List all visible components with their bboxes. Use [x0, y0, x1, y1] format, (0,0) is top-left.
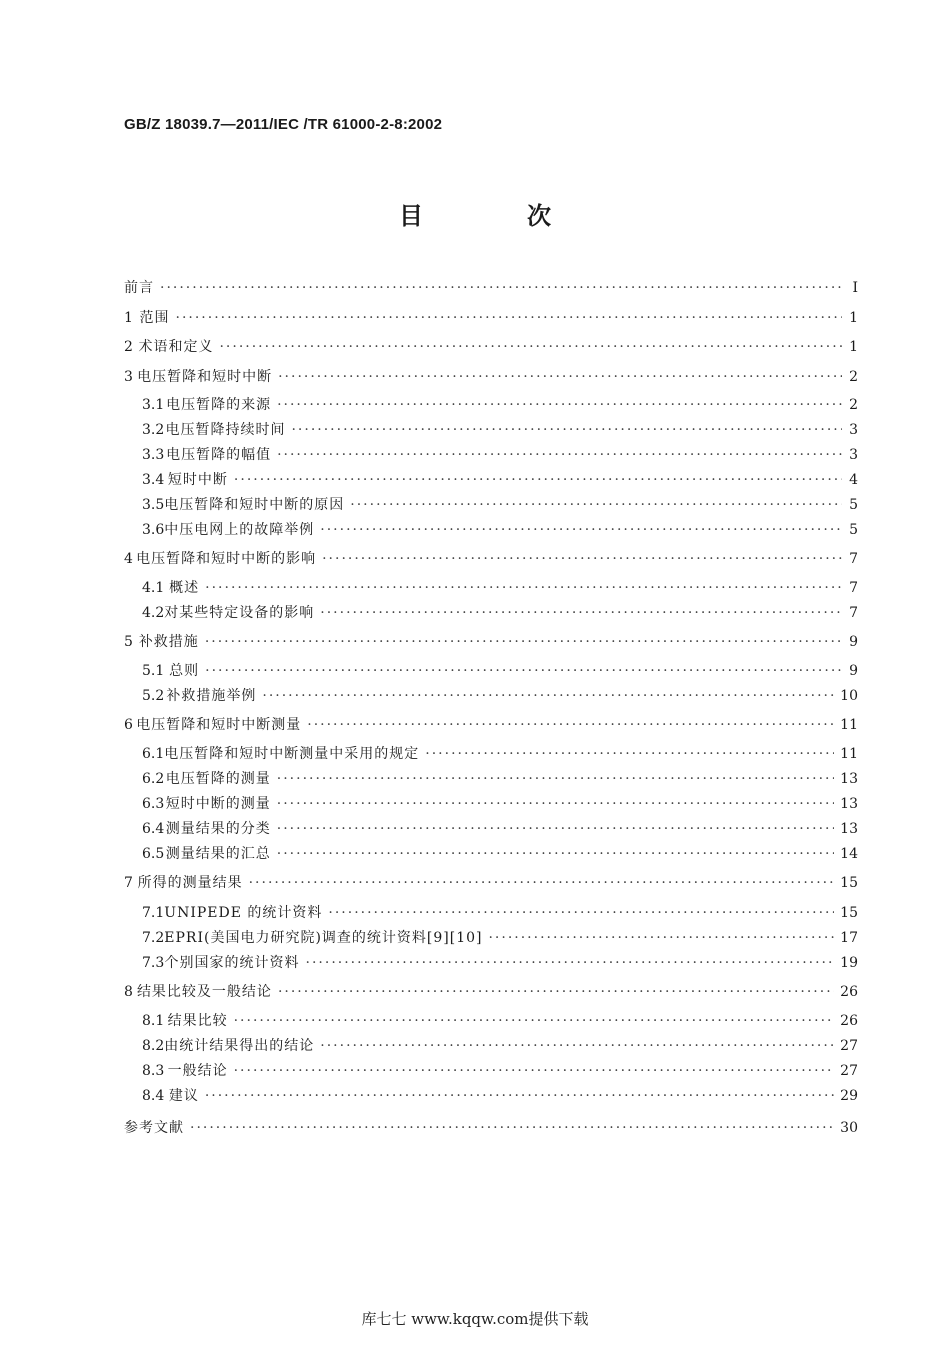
toc-entry-label: 个别国家的统计资料: [164, 955, 300, 971]
toc-entry-number: 4.1: [142, 580, 165, 596]
toc-entry-number: 3.2: [142, 422, 165, 438]
toc-entry-number: 5.2: [142, 688, 165, 704]
toc-entry: [142, 420, 858, 440]
toc-leader-dots: [488, 928, 834, 948]
toc-entry: [142, 470, 858, 490]
toc-entry: [142, 578, 858, 598]
toc-leader-dots: [234, 1061, 835, 1081]
toc-leader-dots: [160, 278, 842, 298]
toc-entry-label: 短时中断的测量: [165, 796, 271, 812]
toc-entry-label: 电压暂降的测量: [165, 771, 271, 787]
toc-entry: [142, 1011, 858, 1031]
toc-entry-number: 7.3: [142, 955, 165, 971]
toc-leader-dots: [262, 686, 834, 706]
toc-entry: [142, 1036, 858, 1056]
toc-entry-label: EPRI(美国电力研究院)调查的统计资料[9][10]: [164, 930, 483, 946]
toc-entry-page: 3: [849, 447, 858, 463]
toc-leader-dots: [205, 661, 842, 681]
page-title: 目 次: [399, 201, 591, 230]
toc-entry-number: 6.4: [142, 821, 165, 837]
toc-leader-dots: [277, 445, 842, 465]
toc-entry-number: 3: [124, 369, 133, 385]
toc-entry-number: 8.2: [142, 1038, 165, 1054]
toc-leader-dots: [190, 1118, 834, 1138]
toc-entry-page: 27: [840, 1063, 858, 1079]
toc-leader-dots: [277, 819, 834, 839]
toc-entry-label: 结果比较: [167, 1013, 228, 1029]
toc-leader-dots: [322, 549, 842, 569]
toc-leader-dots: [320, 603, 842, 623]
toc-entry-page: 29: [840, 1088, 858, 1104]
toc-entry-page: 9: [849, 663, 858, 679]
toc-entry-page: 13: [840, 821, 858, 837]
toc-entry: [142, 661, 858, 681]
toc-leader-dots: [234, 470, 842, 490]
toc-entry-page: 1: [849, 310, 858, 326]
toc-leader-dots: [277, 769, 834, 789]
toc-entry-page: 30: [840, 1120, 858, 1136]
toc-entry-number: 4: [124, 551, 133, 567]
toc-entry-number: 3.3: [142, 447, 165, 463]
toc-entry: [124, 308, 858, 328]
toc-entry-label: 测量结果的汇总: [165, 846, 271, 862]
toc-entry-number: 6.2: [142, 771, 165, 787]
toc-entry: [124, 632, 858, 652]
toc-entry: [124, 549, 858, 569]
toc-entry: [142, 603, 858, 623]
toc-entry: [124, 1118, 858, 1138]
toc-entry-page: 5: [849, 497, 858, 513]
toc-entry: [142, 953, 858, 973]
toc-entry-number: 3.6: [142, 522, 165, 538]
toc-entry-label: 电压暂降和短时中断测量中采用的规定: [164, 746, 420, 762]
toc-entry-page: 10: [840, 688, 858, 704]
toc-leader-dots: [350, 495, 842, 515]
toc-entry-page: 5: [849, 522, 858, 538]
toc-leader-dots: [320, 520, 842, 540]
toc-leader-dots: [249, 873, 835, 893]
toc-entry-page: 27: [840, 1038, 858, 1054]
toc-entry-label: UNIPEDE 的统计资料: [164, 905, 323, 921]
toc-entry-label: 中压电网上的故障举例: [164, 522, 315, 538]
toc-entry-label: 对某些特定设备的影响: [164, 605, 315, 621]
toc-leader-dots: [205, 632, 842, 652]
toc-entry: [142, 1086, 858, 1106]
toc-entry: [142, 794, 858, 814]
toc-entry: [124, 337, 858, 357]
toc-leader-dots: [278, 982, 834, 1002]
toc-entry-label: 电压暂降的幅值: [166, 447, 272, 463]
toc-entry-number: 8: [124, 984, 133, 1000]
toc-entry-number: 6: [124, 717, 133, 733]
toc-entry-label: 参考文献: [124, 1120, 184, 1136]
toc-entry-label: 补救措施: [138, 634, 199, 650]
toc-entry-label: 电压暂降和短时中断: [137, 369, 273, 385]
toc-entry-number: 4.2: [142, 605, 165, 621]
toc-entry-page: 17: [840, 930, 858, 946]
toc-entry: [142, 928, 858, 948]
toc-entry: [124, 873, 858, 893]
standard-code: GB/Z 18039.7—2011/IEC /TR 61000-2-8:2002: [124, 116, 443, 133]
toc-entry: [124, 715, 858, 735]
toc-entry-label: 电压暂降和短时中断的原因: [164, 497, 345, 513]
toc-entry-number: 7.2: [142, 930, 165, 946]
toc-entry-page: 26: [840, 1013, 858, 1029]
toc-entry-page: 1: [849, 339, 858, 355]
toc-entry-page: 19: [840, 955, 858, 971]
toc-leader-dots: [328, 903, 834, 923]
toc-entry-number: 1: [124, 310, 133, 326]
toc-entry-number: 8.4: [142, 1088, 165, 1104]
toc-entry-number: 5: [124, 634, 133, 650]
toc-entry-label: 前言: [124, 280, 154, 296]
toc-leader-dots: [307, 715, 834, 735]
toc-leader-dots: [277, 395, 842, 415]
toc-entry-label: 建议: [168, 1088, 199, 1104]
toc-entry-page: 7: [849, 551, 858, 567]
toc-entry-number: 3.1: [142, 397, 165, 413]
toc-entry-label: 范围: [139, 310, 170, 326]
toc-entry-number: 3.4: [142, 472, 165, 488]
toc-entry-page: 11: [840, 717, 858, 733]
toc-entry: [124, 982, 858, 1002]
toc-entry-number: 8.3: [142, 1063, 165, 1079]
toc-entry-label: 短时中断: [167, 472, 228, 488]
toc-entry-page: Ⅰ: [852, 280, 858, 296]
toc-entry-number: 5.1: [142, 663, 165, 679]
toc-entry-label: 电压暂降持续时间: [165, 422, 286, 438]
toc-entry-number: 8.1: [142, 1013, 165, 1029]
toc-entry: [142, 445, 858, 465]
toc-entry-label: 所得的测量结果: [137, 875, 243, 891]
toc-entry-page: 26: [840, 984, 858, 1000]
toc-entry-page: 2: [849, 397, 858, 413]
toc-entry: [142, 495, 858, 515]
toc-leader-dots: [234, 1011, 835, 1031]
toc-entry: [142, 1061, 858, 1081]
toc-entry-label: 补救措施举例: [166, 688, 257, 704]
toc-entry: [142, 686, 858, 706]
toc-leader-dots: [219, 337, 842, 357]
toc-entry-page: 11: [840, 746, 858, 762]
toc-entry-page: 7: [849, 605, 858, 621]
toc-leader-dots: [176, 308, 843, 328]
toc-entry: [142, 520, 858, 540]
toc-entry-page: 7: [849, 580, 858, 596]
toc-entry-label: 结果比较及一般结论: [136, 984, 272, 1000]
toc-leader-dots: [277, 844, 834, 864]
footer-note: 库七七 www.kqqw.com提供下载: [361, 1310, 589, 1328]
toc-entry-label: 电压暂降和短时中断测量: [136, 717, 302, 733]
toc-leader-dots: [278, 367, 842, 387]
toc-entry-page: 9: [849, 634, 858, 650]
toc-entry-number: 6.1: [142, 746, 165, 762]
toc-entry-page: 4: [849, 472, 858, 488]
toc-entry-label: 总则: [169, 663, 200, 679]
toc-entry: [142, 903, 858, 923]
toc-entry: [142, 744, 858, 764]
toc-entry-label: 电压暂降和短时中断的影响: [136, 551, 317, 567]
toc-entry-page: 13: [840, 771, 858, 787]
toc-entry-page: 15: [840, 875, 858, 891]
toc-entry-label: 电压暂降的来源: [166, 397, 272, 413]
toc-leader-dots: [277, 794, 834, 814]
toc-entry: [142, 395, 858, 415]
toc-entry: [124, 367, 858, 387]
toc-entry-number: 6.3: [142, 796, 165, 812]
toc-entry-page: 14: [840, 846, 858, 862]
toc-entry-number: 6.5: [142, 846, 165, 862]
toc-entry-label: 由统计结果得出的结论: [164, 1038, 315, 1054]
toc-leader-dots: [205, 1086, 834, 1106]
toc-leader-dots: [306, 953, 835, 973]
toc-entry-page: 13: [840, 796, 858, 812]
toc-entry-label: 概述: [169, 580, 200, 596]
toc-entry-page: 2: [849, 369, 858, 385]
toc-entry-number: 7.1: [142, 905, 165, 921]
toc-entry-number: 7: [124, 875, 133, 891]
toc-entry-page: 3: [849, 422, 858, 438]
toc-entry-page: 15: [840, 905, 858, 921]
toc-entry: [142, 844, 858, 864]
toc-entry: [142, 819, 858, 839]
toc-leader-dots: [205, 578, 842, 598]
toc-leader-dots: [425, 744, 834, 764]
toc-entry: [142, 769, 858, 789]
toc-entry-label: 一般结论: [167, 1063, 228, 1079]
toc-entry-label: 术语和定义: [138, 339, 214, 355]
toc-entry-number: 3.5: [142, 497, 165, 513]
toc-entry: [124, 278, 858, 298]
toc-leader-dots: [320, 1036, 834, 1056]
toc-entry-label: 测量结果的分类: [165, 821, 271, 837]
toc-entry-number: 2: [124, 339, 133, 355]
toc-leader-dots: [291, 420, 842, 440]
